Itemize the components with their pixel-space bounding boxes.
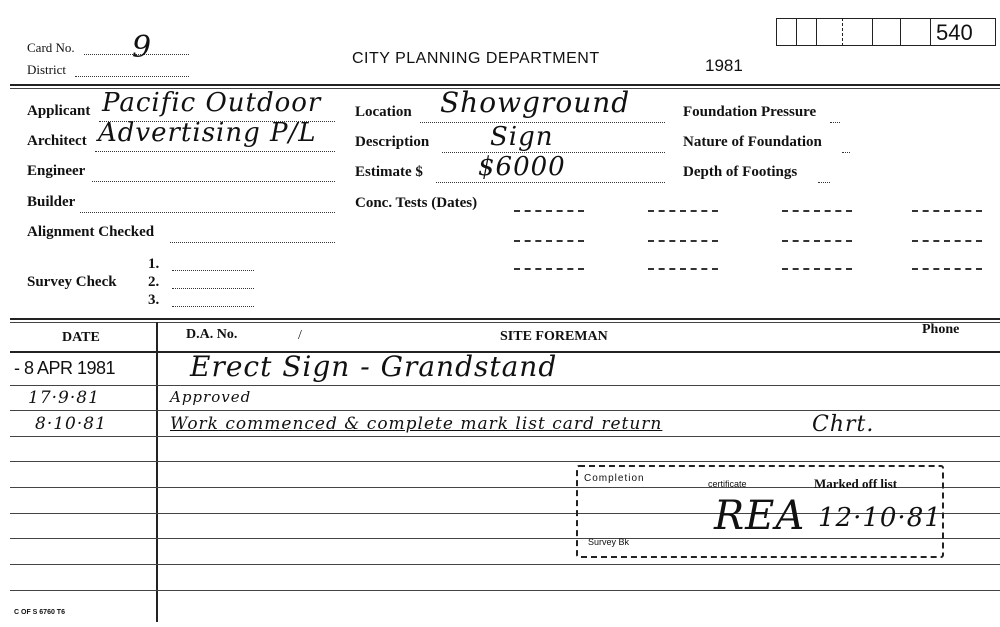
conc-slot — [912, 210, 982, 212]
log-date-2: 17·9·81 — [28, 388, 100, 408]
footer-code: C OF S 6760 T6 — [14, 609, 65, 616]
conc-slot — [912, 240, 982, 242]
location-value: Showground — [440, 86, 631, 119]
year: 1981 — [705, 56, 743, 75]
survey-line-1 — [172, 270, 254, 271]
phone-header: Phone — [922, 322, 960, 337]
box-divider — [796, 18, 797, 46]
survey-line-2 — [172, 288, 254, 289]
conc-slot — [912, 268, 982, 270]
stamp-bottom: Survey Bk — [588, 537, 630, 547]
estimate-value: $6000 — [478, 152, 566, 182]
estimate-label: Estimate $ — [355, 164, 423, 180]
survey-num-2: 2. — [148, 274, 160, 290]
conc-tests-label: Conc. Tests (Dates) — [355, 195, 478, 211]
depth-footings-line — [818, 182, 830, 183]
completion-stamp — [576, 465, 944, 558]
district-label: District — [27, 62, 66, 77]
survey-line-3 — [172, 306, 254, 307]
log-text-3: Work commenced & complete mark list card return — [170, 414, 663, 434]
log-row-line — [10, 590, 1000, 591]
survey-label: Survey Check — [27, 274, 117, 290]
date-header: DATE — [62, 330, 100, 345]
conc-slot — [514, 268, 584, 270]
conc-slot — [514, 240, 584, 242]
card-no-label: Card No. — [27, 40, 75, 55]
architect-value: Advertising P/L — [98, 118, 317, 148]
box-divider — [900, 18, 901, 46]
box-divider — [872, 18, 873, 46]
log-row-line — [10, 410, 1000, 411]
log-row-line — [10, 461, 1000, 462]
survey-num-1: 1. — [148, 256, 160, 272]
da-mark: / — [298, 328, 302, 343]
conc-slot — [648, 210, 718, 212]
log-date-1: - 8 APR 1981 — [14, 358, 116, 378]
estimate-line — [436, 182, 665, 183]
log-initials-3: Chrt. — [812, 412, 875, 437]
description-label: Description — [355, 134, 430, 150]
location-label: Location — [355, 104, 412, 120]
engineer-label: Engineer — [27, 163, 86, 179]
card-number: 540 — [936, 20, 973, 45]
log-date-3: 8·10·81 — [35, 414, 107, 434]
box-divider — [930, 18, 931, 46]
log-text-2: Approved — [170, 388, 252, 406]
applicant-value: Pacific Outdoor — [102, 88, 322, 118]
conc-slot — [782, 210, 852, 212]
log-rule-top-thin — [10, 322, 1000, 323]
conc-slot — [514, 210, 584, 212]
log-row-line — [10, 564, 1000, 565]
depth-footings-label: Depth of Footings — [683, 164, 798, 180]
description-value: Sign — [490, 122, 554, 152]
conc-slot — [782, 240, 852, 242]
stamp-top-mid: certificate — [708, 479, 747, 489]
log-column-divider — [156, 322, 158, 622]
alignment-label: Alignment Checked — [27, 224, 155, 240]
architect-label: Architect — [27, 133, 87, 149]
department-title: CITY PLANNING DEPARTMENT — [352, 50, 600, 67]
builder-line — [80, 212, 335, 213]
architect-line — [95, 151, 335, 152]
card-no-value: 9 — [132, 30, 153, 65]
applicant-label: Applicant — [27, 103, 91, 119]
nature-foundation-label: Nature of Foundation — [683, 134, 822, 150]
stamp-date: 12·10·81 — [818, 503, 942, 533]
da-header: D.A. No. — [186, 327, 238, 342]
log-row-line — [10, 385, 1000, 386]
alignment-line — [170, 242, 335, 243]
builder-label: Builder — [27, 194, 76, 210]
foundation-pressure-label: Foundation Pressure — [683, 104, 817, 120]
site-foreman-header: SITE FOREMAN — [500, 329, 608, 344]
log-rule-top — [10, 318, 1000, 320]
box-divider — [816, 18, 817, 46]
survey-num-3: 3. — [148, 292, 160, 308]
stamp-top-left: Completion — [584, 473, 645, 484]
conc-slot — [648, 268, 718, 270]
stamp-initials: REA — [714, 493, 806, 539]
box-divider — [842, 18, 843, 46]
stamp-top-right: Marked off list — [814, 476, 898, 491]
district-line — [75, 76, 189, 77]
nature-foundation-line — [842, 152, 850, 153]
conc-slot — [782, 268, 852, 270]
log-text-1: Erect Sign - Grandstand — [190, 350, 558, 383]
conc-slot — [648, 240, 718, 242]
engineer-line — [92, 181, 335, 182]
foundation-pressure-line — [830, 122, 840, 123]
